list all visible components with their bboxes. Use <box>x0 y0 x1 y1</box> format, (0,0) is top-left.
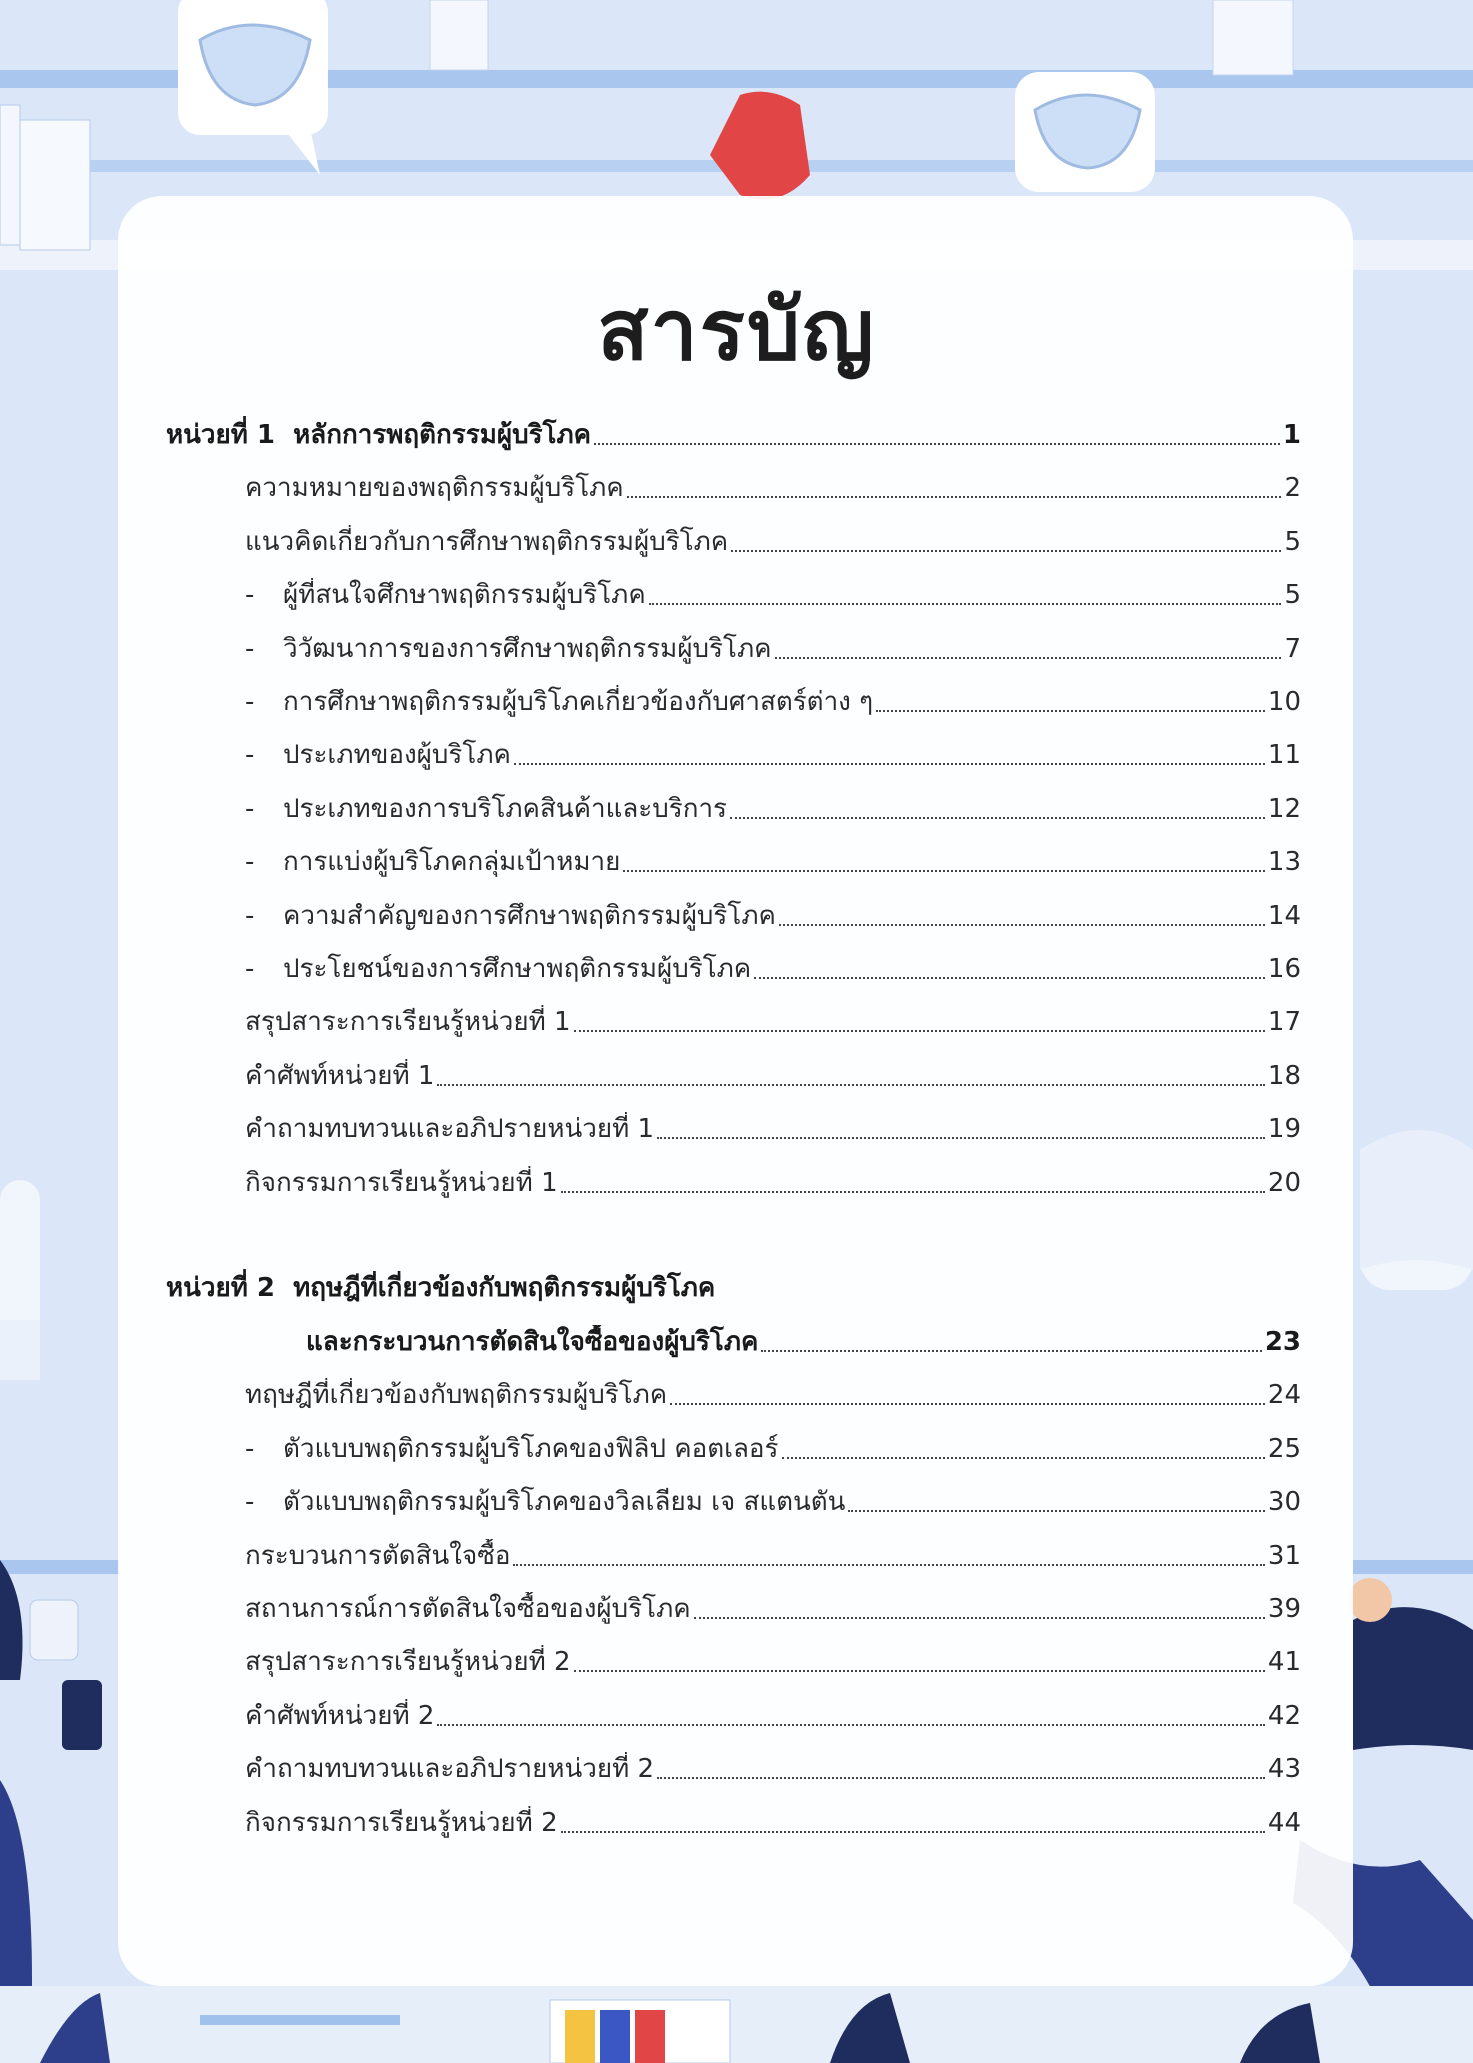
entry-label: ผู้ที่สนใจศึกษาพฤติกรรมผู้บริโภค <box>283 580 646 611</box>
bullet-dash: - <box>245 900 255 931</box>
page-number: 11 <box>1267 740 1301 771</box>
entry-label: ประเภทของผู้บริโภค <box>283 740 511 771</box>
dot-leader <box>761 1350 1261 1352</box>
toc-entry <box>245 1005 1301 1039</box>
dot-leader <box>574 1670 1265 1672</box>
toc-entry <box>245 1592 1301 1626</box>
dot-leader <box>782 1457 1265 1459</box>
page-number: 44 <box>1267 1807 1301 1838</box>
bullet-dash: - <box>245 954 255 984</box>
page-number: 5 <box>1284 580 1301 611</box>
entry-label: สถานการณ์การตัดสินใจซื้อของผู้บริโภค <box>245 1594 691 1624</box>
dot-leader <box>437 1084 1264 1086</box>
entry-label: ตัวแบบพฤติกรรมผู้บริโภคของวิลเลียม เจ สแตนตัน <box>283 1487 846 1518</box>
page-number: 30 <box>1267 1487 1301 1518</box>
toc-entry <box>245 1378 1301 1412</box>
toc-entry <box>245 685 1301 719</box>
entry-label: การศึกษาพฤติกรรมผู้บริโภคเกี่ยวข้องกับศาสตร์ต่าง ๆ <box>283 687 874 717</box>
page-number: 42 <box>1267 1700 1301 1731</box>
page-number: 13 <box>1267 847 1301 878</box>
entry-label: ตัวแบบพฤติกรรมผู้บริโภคของฟิลิป คอตเลอร์ <box>283 1433 779 1464</box>
unit-heading <box>166 418 1301 452</box>
entry-label: ความหมายของพฤติกรรมผู้บริโภค <box>245 473 624 504</box>
entry-label: คำศัพท์หน่วยที่ 1 <box>245 1060 435 1091</box>
dot-leader <box>561 1191 1265 1193</box>
toc-entry <box>245 1166 1301 1200</box>
dot-leader <box>574 1030 1265 1032</box>
bullet-dash: - <box>245 580 255 611</box>
entry-label: ประเภทของการบริโภคสินค้าและบริการ <box>283 793 728 824</box>
entry-label: ความสำคัญของการศึกษาพฤติกรรมผู้บริโภค <box>283 900 776 931</box>
entry-label: คำศัพท์หน่วยที่ 2 <box>245 1700 435 1731</box>
toc-entry <box>245 792 1301 826</box>
toc-entry <box>245 471 1301 505</box>
bullet-dash: - <box>245 1487 255 1518</box>
dot-leader <box>561 1831 1265 1833</box>
page-number: 39 <box>1267 1594 1301 1624</box>
bullet-dash: - <box>245 847 255 878</box>
toc-entry <box>245 525 1301 559</box>
entry-label: กระบวนการตัดสินใจซื้อ <box>245 1540 511 1571</box>
dot-leader <box>694 1617 1265 1619</box>
dot-leader <box>731 550 1281 552</box>
dot-leader <box>514 763 1265 765</box>
entry-label: ทฤษฎีที่เกี่ยวข้องกับพฤติกรรมผู้บริโภค <box>245 1380 668 1411</box>
page-number: 17 <box>1267 1007 1301 1038</box>
page-number: 12 <box>1267 793 1301 824</box>
entry-label: ประโยชน์ของการศึกษาพฤติกรรมผู้บริโภค <box>283 954 752 984</box>
toc-entry <box>245 1432 1301 1466</box>
page-number: 18 <box>1267 1060 1301 1091</box>
page-number: 1 <box>1282 420 1301 450</box>
page-title: สารบัญ <box>597 281 876 379</box>
unit-number: หน่วยที่ 2 <box>166 1273 276 1303</box>
toc-entry <box>245 1806 1301 1840</box>
unit-title: หลักการพฤติกรรมผู้บริโภค <box>293 420 592 450</box>
toc-entry <box>245 632 1301 666</box>
page-number: 19 <box>1267 1114 1301 1145</box>
toc-entry <box>245 1485 1301 1519</box>
dot-leader <box>649 603 1282 605</box>
page-number: 31 <box>1267 1540 1301 1571</box>
spacer <box>275 1271 293 1305</box>
unit-heading-continued <box>306 1325 1301 1359</box>
entry-label: กิจกรรมการเรียนรู้หน่วยที่ 2 <box>245 1807 558 1838</box>
bullet-dash: - <box>245 687 255 717</box>
dot-leader <box>876 710 1265 712</box>
dot-leader <box>623 870 1265 872</box>
page-number: 24 <box>1267 1380 1301 1411</box>
dot-leader <box>657 1137 1265 1139</box>
page-number: 43 <box>1267 1754 1301 1785</box>
entry-label: กิจกรรมการเรียนรู้หน่วยที่ 1 <box>245 1167 558 1198</box>
dot-leader <box>657 1777 1265 1779</box>
dot-leader <box>779 924 1265 926</box>
toc-entry <box>245 738 1301 772</box>
entry-label: คำถามทบทวนและอภิปรายหน่วยที่ 1 <box>245 1114 655 1145</box>
dot-leader <box>513 1564 1264 1566</box>
toc-entry <box>245 1752 1301 1786</box>
toc-entry <box>245 1645 1301 1679</box>
entry-label: วิวัฒนาการของการศึกษาพฤติกรรมผู้บริโภค <box>283 633 772 664</box>
entry-label: คำถามทบทวนและอภิปรายหน่วยที่ 2 <box>245 1754 655 1785</box>
dot-leader <box>627 496 1282 498</box>
dot-leader <box>730 817 1265 819</box>
unit-heading <box>166 1271 715 1305</box>
unit-title-line2: และกระบวนการตัดสินใจซื้อของผู้บริโภค <box>306 1327 759 1357</box>
page-number: 5 <box>1284 526 1301 557</box>
page-number: 20 <box>1267 1167 1301 1198</box>
bullet-dash: - <box>245 1433 255 1464</box>
unit-number: หน่วยที่ 1 <box>166 420 276 450</box>
toc-entry <box>245 1539 1301 1573</box>
page-number: 14 <box>1267 900 1301 931</box>
page-number: 10 <box>1267 687 1301 717</box>
dot-leader <box>437 1724 1264 1726</box>
entry-label: แนวคิดเกี่ยวกับการศึกษาพฤติกรรมผู้บริโภค <box>245 526 729 557</box>
toc-entry <box>245 952 1301 986</box>
page-number: 7 <box>1284 633 1301 664</box>
entry-label: สรุปสาระการเรียนรู้หน่วยที่ 2 <box>245 1647 571 1678</box>
dot-leader <box>775 657 1282 659</box>
toc-entry <box>245 1112 1301 1146</box>
bullet-dash: - <box>245 633 255 664</box>
dot-leader <box>670 1403 1265 1405</box>
toc-entry <box>245 1059 1301 1093</box>
page-number: 16 <box>1267 954 1301 984</box>
toc-entry <box>245 899 1301 933</box>
entry-label: สรุปสาระการเรียนรู้หน่วยที่ 1 <box>245 1007 571 1038</box>
toc-entry <box>245 578 1301 612</box>
dot-leader <box>848 1510 1264 1512</box>
page-number: 41 <box>1267 1647 1301 1678</box>
page-number: 25 <box>1267 1433 1301 1464</box>
unit-title: ทฤษฎีที่เกี่ยวข้องกับพฤติกรรมผู้บริโภค <box>293 1273 716 1303</box>
bullet-dash: - <box>245 793 255 824</box>
dot-leader <box>594 443 1280 445</box>
entry-label: การแบ่งผู้บริโภคกลุ่มเป้าหมาย <box>283 847 621 878</box>
dot-leader <box>754 977 1265 979</box>
spacer <box>275 418 293 452</box>
bullet-dash: - <box>245 740 255 771</box>
page-number: 2 <box>1284 473 1301 504</box>
toc-entry <box>245 845 1301 879</box>
toc-entry <box>245 1699 1301 1733</box>
page-number: 23 <box>1264 1327 1301 1357</box>
